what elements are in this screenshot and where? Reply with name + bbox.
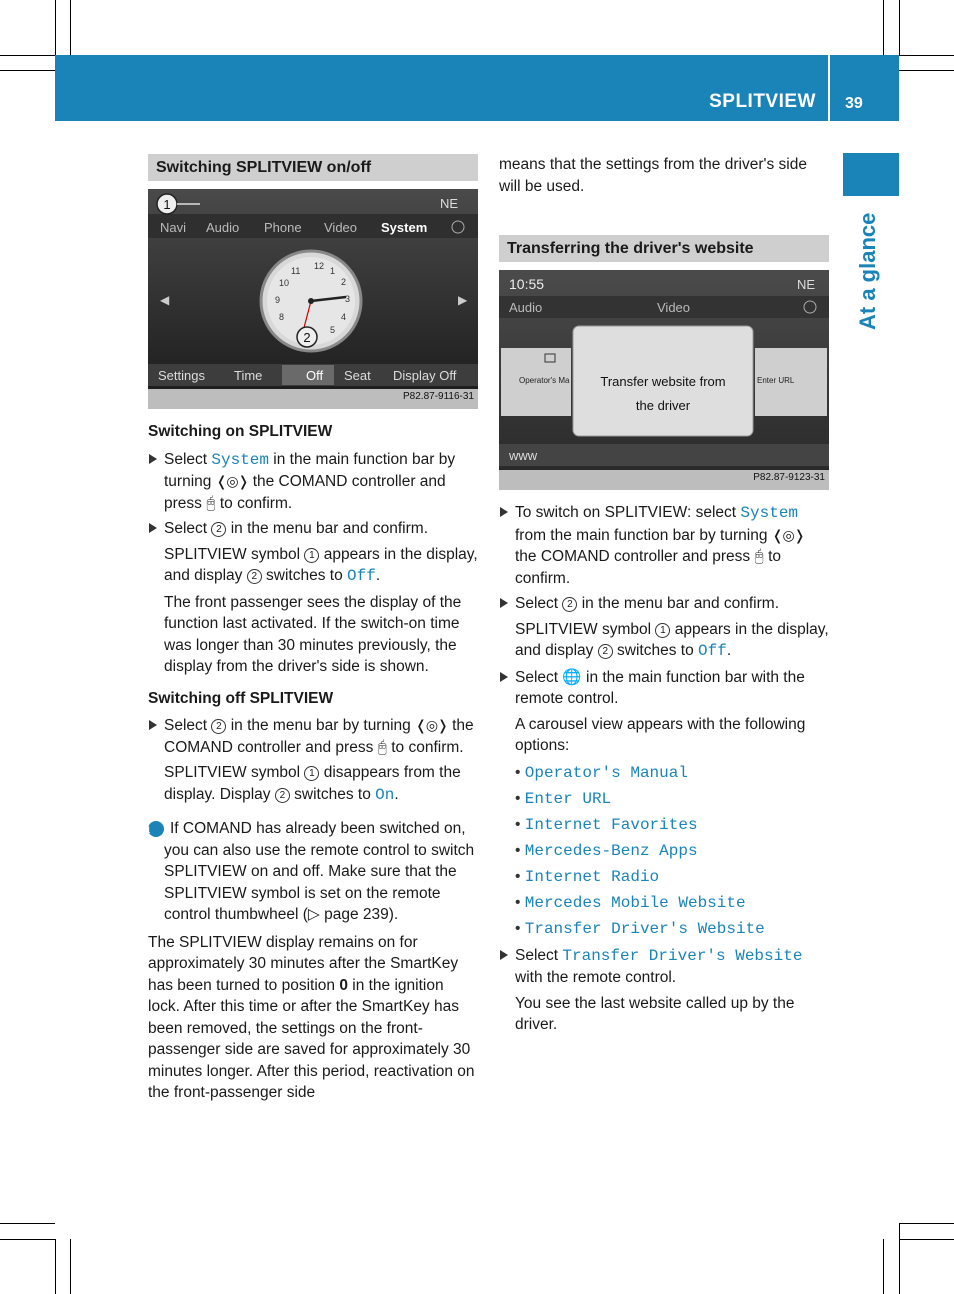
crop-mark <box>0 55 55 56</box>
controller-press-icon: 🖰 <box>377 738 387 756</box>
option-item: • Internet Favorites <box>515 813 829 837</box>
option-item: • Mercedes-Benz Apps <box>515 839 829 863</box>
comand-display-2 <box>499 270 829 490</box>
page-header <box>55 55 899 121</box>
crop-mark <box>70 1239 71 1294</box>
step-r-2: Select 2 in the menu bar and confirm. <box>499 593 829 615</box>
figure-caption: P82.87-9116-31 <box>403 390 474 402</box>
step-on-1: Select System in the main function bar by turning ❬◎❭ the COMAND controller and press 🖰 to confirm. <box>148 449 478 515</box>
controller-press-icon: 🖰 <box>206 494 216 512</box>
step-r-4: Select Transfer Driver's Website with the remote control. <box>499 945 829 989</box>
arrow-left-icon: ◀ <box>160 293 170 307</box>
crop-mark <box>0 1223 55 1224</box>
step-r-2-result: SPLITVIEW symbol 1 appears in the display, and display 2 switches to Off. <box>515 620 829 660</box>
controller-turn-icon: ❬◎❭ <box>415 717 448 733</box>
softkey-off: Off <box>306 368 324 383</box>
crop-mark <box>899 1223 954 1224</box>
softkey-settings: Settings <box>158 368 205 383</box>
crop-mark <box>70 0 71 55</box>
arrow-right-icon: ▶ <box>458 293 468 307</box>
header-divider <box>828 55 830 121</box>
option-item: • Enter URL <box>515 787 829 811</box>
option-item: • Internet Radio <box>515 865 829 889</box>
subheading-on: Switching on SPLITVIEW <box>148 423 333 440</box>
globe-icon: 🌐 <box>562 668 582 686</box>
continued-paragraph: means that the settings from the driver's side will be used. <box>499 156 807 195</box>
softkey-www: www <box>509 448 538 463</box>
carousel-options-list <box>515 761 829 941</box>
crop-mark <box>899 0 900 55</box>
page-number: 39 <box>845 95 863 112</box>
svg-text:9: 9 <box>275 295 281 305</box>
svg-text:12: 12 <box>314 261 325 271</box>
clock-readout: 10:55 <box>509 276 545 292</box>
tab-video: Video <box>657 300 691 315</box>
menu-phone: Phone <box>264 220 302 235</box>
crop-mark <box>899 1239 954 1240</box>
section-heading: Transferring the driver's website <box>499 235 829 262</box>
section-title: SPLITVIEW <box>709 91 816 112</box>
softkey-seat: Seat <box>344 368 371 383</box>
section-heading: Switching SPLITVIEW on/off <box>148 154 478 181</box>
svg-text:3: 3 <box>345 294 351 304</box>
step-r-3-result: A carousel view appears with the following options: <box>515 715 806 754</box>
step-off-result: SPLITVIEW symbol 1 disappears from the display. Display 2 switches to On. <box>164 764 461 804</box>
step-on-note: The front passenger sees the display of the function last activated. If the switch-on time was longer than 30 minutes previously, the display from the driver's side is shown. <box>164 593 462 675</box>
step-r-3: Select 🌐 in the main function bar with the remote control. <box>499 667 829 710</box>
controller-turn-icon: ❬◎❭ <box>215 473 249 489</box>
screenshot-splitview-system <box>148 189 478 409</box>
option-item: • Transfer Driver's Website <box>515 917 829 941</box>
crop-mark <box>899 1223 900 1294</box>
compass-readout: NE <box>797 277 816 292</box>
side-tab-marker <box>843 153 899 196</box>
callout-1: 1 <box>163 197 171 212</box>
crop-mark <box>55 1239 56 1294</box>
controller-turn-icon: ❬◎❭ <box>771 526 805 543</box>
crop-mark <box>55 0 56 55</box>
menu-audio: Audio <box>206 220 240 235</box>
step-off-1: Select 2 in the menu bar by turning ❬◎❭ the COMAND controller and press 🖰 to confirm. <box>148 715 478 758</box>
step-on-2: Select 2 in the menu bar and confirm. <box>148 518 478 540</box>
subheading-off: Switching off SPLITVIEW <box>148 689 334 707</box>
svg-text:2: 2 <box>341 277 347 287</box>
left-column <box>145 154 478 1110</box>
right-column <box>499 154 829 1040</box>
crop-mark <box>899 55 954 56</box>
callout-2: 2 <box>303 330 311 345</box>
option-item: • Operator's Manual <box>515 761 829 785</box>
svg-text:1: 1 <box>330 266 336 276</box>
menu-video: Video <box>324 220 358 235</box>
comand-display-1 <box>148 189 478 409</box>
side-tab-label: At a glance <box>855 212 880 330</box>
info-icon: i <box>148 821 164 837</box>
svg-text:8: 8 <box>279 312 285 322</box>
tab-audio: Audio <box>509 300 543 315</box>
popup-line-1: Transfer website from <box>600 374 726 389</box>
carousel-enter-url: Enter URL <box>757 376 795 385</box>
popup-line-2: the driver <box>635 398 691 413</box>
crop-mark <box>0 1239 55 1240</box>
svg-text:4: 4 <box>341 312 347 322</box>
menu-system: System <box>381 220 428 235</box>
crop-mark <box>899 70 954 71</box>
compass-readout: NE <box>440 196 459 211</box>
step-r-1: To switch on SPLITVIEW: select System from the main function bar by turning ❬◎❭ the COMAND controller and press 🖰 to confirm. <box>499 502 829 589</box>
menu-navi: Navi <box>160 220 187 235</box>
controller-press-icon: 🖰 <box>754 548 764 565</box>
svg-text:10: 10 <box>279 278 290 288</box>
step-r-4-result: You see the last website called up by the driver. <box>515 994 795 1033</box>
svg-text:5: 5 <box>330 325 336 335</box>
softkey-time: Time <box>234 368 263 383</box>
step-on-2-result: SPLITVIEW symbol 1 appears in the display, and display 2 switches to Off. <box>164 545 478 585</box>
crop-mark <box>883 0 884 55</box>
screenshot-transfer-website <box>499 270 829 490</box>
body-paragraph: The SPLITVIEW display remains on for approximately 30 minutes after the SmartKey has been turned to position 0 in the ignition lock. After this time or after the SmartKey has been removed, the settings on the front-passenger side are saved for approximately 30 minutes longer. After this period, reactivation on the front-passenger side <box>148 933 475 1101</box>
crop-mark <box>0 70 55 71</box>
option-item: • Mercedes Mobile Website <box>515 891 829 915</box>
svg-text:11: 11 <box>291 266 301 276</box>
crop-mark <box>883 1239 884 1294</box>
info-note: i If COMAND has already been switched on, you can also use the remote control to switch SPLITVIEW on and off. Make sure that the SPLITVIEW symbol is set on the remote control thumbwheel (▷ page 239). <box>145 820 475 923</box>
softkey-display-off: Display Off <box>393 368 457 383</box>
carousel-operators-manual: Operator's Ma <box>519 376 570 385</box>
figure-caption: P82.87-9123-31 <box>753 471 825 483</box>
